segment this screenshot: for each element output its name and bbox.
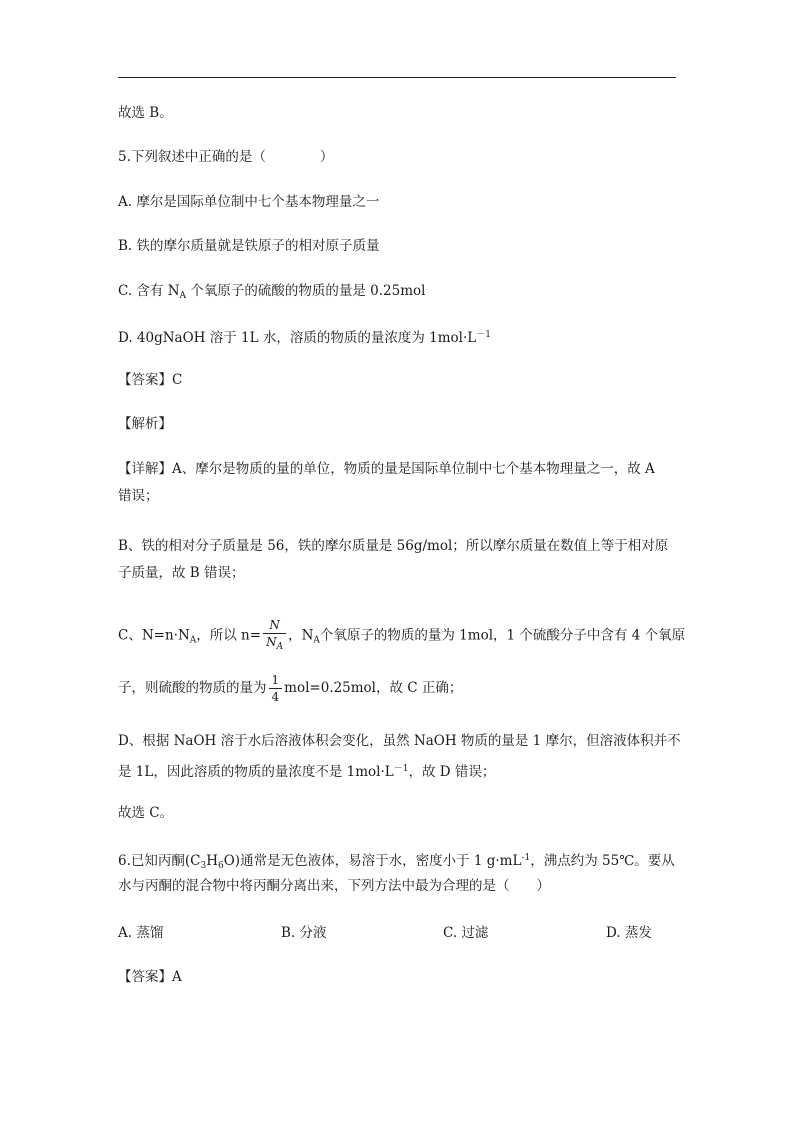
text: ，沸点约为 55℃。要从 bbox=[530, 853, 675, 869]
numerator: N bbox=[263, 617, 286, 634]
text: ，故 D 错误； bbox=[408, 764, 496, 780]
superscript: －1 bbox=[393, 764, 409, 774]
text: 6.已知丙酮(C bbox=[118, 853, 201, 869]
header-rule bbox=[118, 77, 676, 78]
q5-option-c bbox=[118, 281, 425, 306]
q6-option-a: A. 蒸馏 bbox=[118, 925, 164, 941]
q5-d-line-1: D、根据 NaOH 溶于水后溶液体积会变化，虽然 NaOH 物质的量是 1 摩尔，但溶液体积并不 bbox=[118, 733, 681, 749]
text: N bbox=[266, 635, 277, 649]
subscript: A bbox=[276, 642, 284, 652]
text: ，所以 n= bbox=[196, 627, 262, 644]
numerator: 1 bbox=[269, 672, 283, 689]
text: mol=0.25mol，故 C 正确； bbox=[284, 680, 463, 696]
q5-b-line-2: 子质量，故 B 错误； bbox=[118, 565, 245, 581]
q6-option-c: C. 过滤 bbox=[443, 925, 489, 941]
denominator bbox=[263, 634, 286, 655]
subscript: 3 bbox=[200, 861, 207, 871]
q6-option-b: B. 分液 bbox=[281, 925, 327, 941]
q5-detail-line-2: 错误； bbox=[118, 488, 159, 504]
q5-conclusion: 故选 C。 bbox=[118, 805, 174, 821]
q5-c-line-1 bbox=[118, 617, 685, 655]
q5-detail-line-1: 【详解】A、摩尔是物质的量的单位，物质的量是国际单位制中七个基本物理量之一，故 A bbox=[118, 461, 655, 477]
prev-conclusion: 故选 B。 bbox=[118, 105, 173, 121]
subscript: A bbox=[313, 635, 320, 646]
q6-option-d: D. 蒸发 bbox=[606, 925, 652, 941]
text: 个氧原子的硫酸的物质的量是 0.25mol bbox=[186, 283, 426, 299]
fraction-one-quarter bbox=[269, 672, 283, 705]
text: O)通常是无色液体，易溶于水，密度小于 1 g·mL bbox=[223, 853, 522, 869]
q5-b-line-1: B、铁的相对分子质量是 56，铁的摩尔质量是 56g/mol；所以摩尔质量在数值上等于相对原 bbox=[118, 538, 669, 554]
q5-d-line-2 bbox=[118, 759, 495, 782]
fraction-n-over-na bbox=[263, 617, 286, 655]
q5-option-a: A. 摩尔是国际单位制中七个基本物理量之一 bbox=[118, 194, 380, 210]
denominator: 4 bbox=[271, 690, 280, 704]
text: H bbox=[206, 853, 218, 869]
q6-stem-line-2: 水与丙酮的混合物中将丙酮分离出来，下列方法中最为合理的是（ ） bbox=[118, 878, 550, 894]
text: D. 40gNaOH 溶于 1L 水，溶质的物质的量浓度为 1mol·L bbox=[118, 330, 477, 346]
text: ，N bbox=[288, 627, 314, 644]
q5-option-b: B. 铁的摩尔质量就是铁原子的相对原子质量 bbox=[118, 238, 380, 254]
q5-c-line-2 bbox=[118, 672, 462, 705]
text: 子，则硫酸的物质的量为 bbox=[118, 680, 267, 696]
q5-answer: 【答案】C bbox=[118, 372, 183, 388]
superscript: －1 bbox=[476, 330, 491, 340]
q6-answer: 【答案】A bbox=[118, 969, 182, 985]
q5-option-d bbox=[118, 325, 491, 348]
subscript: A bbox=[179, 291, 187, 301]
text: 是 1L，因此溶质的物质的量浓度不是 1mol·L bbox=[118, 764, 394, 780]
text: 个氧原子的物质的量为 1mol，1 个硫酸分子中含有 4 个氧原 bbox=[319, 627, 686, 644]
text: C. 含有 N bbox=[118, 283, 180, 299]
subscript: 6 bbox=[218, 861, 224, 871]
text: C、N=n·N bbox=[118, 627, 190, 644]
q5-stem: 5.下列叙述中正确的是（ ） bbox=[118, 149, 334, 165]
q6-stem-line-1 bbox=[118, 848, 675, 876]
q5-analysis-label: 【解析】 bbox=[118, 416, 172, 432]
superscript: -1 bbox=[521, 853, 531, 863]
subscript: A bbox=[189, 635, 197, 646]
